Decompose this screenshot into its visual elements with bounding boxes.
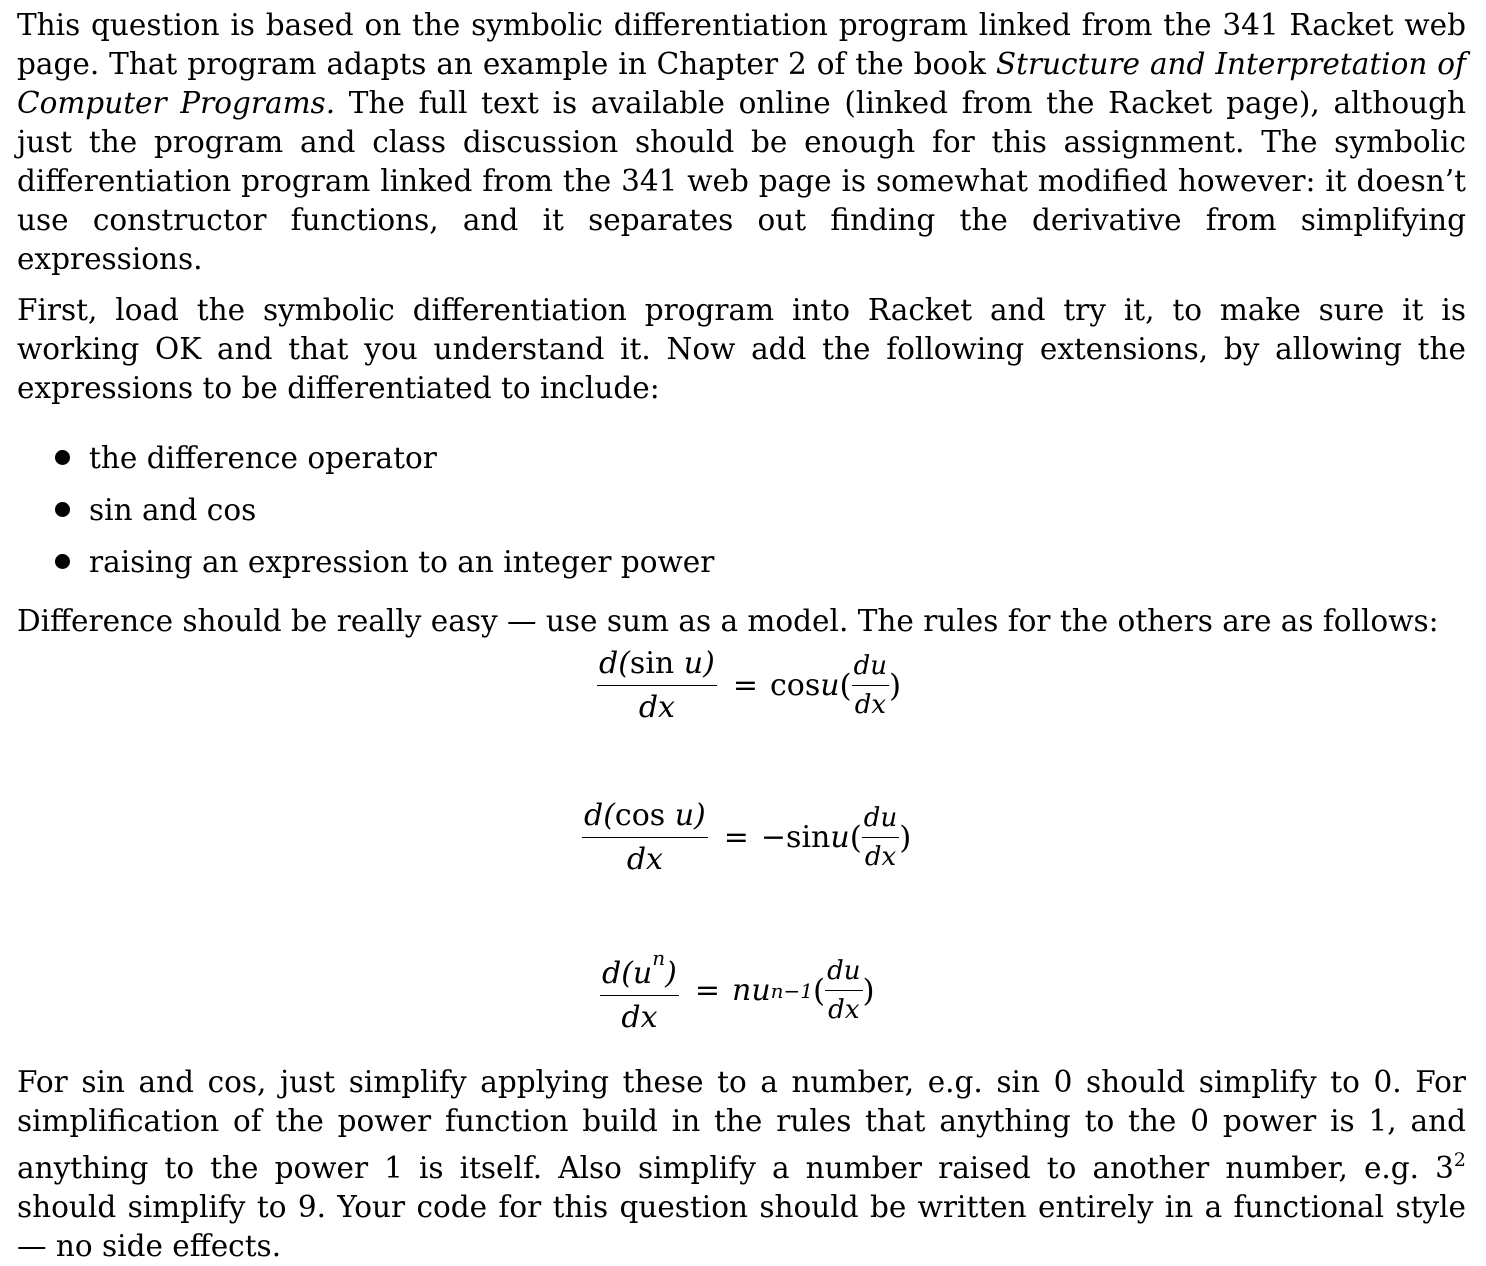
simplification-text-cont: should simplify to 9. Your code for this question should be written entirely in a functional style — no side effects. bbox=[17, 1190, 1466, 1263]
simplification-text: For sin and cos, just simplify applying these to a number, e.g. sin 0 should simplify to 0. For simplification of the power function build in the rules that anything to the 0 power is 1, and anything to the power 1 is itself. Also simplify a number raised to another number, e.g. 3 bbox=[17, 1065, 1466, 1185]
superscript: 2 bbox=[1453, 1149, 1466, 1171]
bullet-icon bbox=[55, 554, 70, 569]
fraction-lhs: $\frac{\text{d(sin u)}}{dx}$ bbox=[599, 646, 715, 725]
formula-power-derivative: $\frac{d(u^n)}{dx}$ = nu n−1 ( $\frac{du}{dx}$ ) bbox=[602, 946, 875, 1035]
equals-sign: = bbox=[723, 820, 749, 855]
bullet-icon bbox=[55, 450, 70, 465]
formula-cos-derivative: $\frac{\text{d(cos u)}}{dx}$ = − sin u ( $\frac{du}{dx}$ ) bbox=[584, 798, 912, 877]
instructions-paragraph: First, load the symbolic differentiation program into Racket and try it, to make sure it is working OK and that you understand it. Now add the following extensions, by allowing the expressions to be differentiated to include: bbox=[17, 293, 1466, 405]
formula-sin-derivative: $\frac{\text{d(sin u)}}{dx}$ = cos u ( $\frac{du}{dx}$ ) bbox=[599, 646, 902, 725]
fraction-rhs: $\frac{du}{dx}$ bbox=[863, 803, 898, 872]
list-item bbox=[55, 484, 1466, 536]
fraction-rhs: $\frac{du}{dx}$ bbox=[853, 651, 888, 720]
simplification-paragraph bbox=[17, 1063, 1466, 1266]
equals-sign: = bbox=[694, 973, 720, 1008]
intro-paragraph bbox=[17, 6, 1466, 279]
equals-sign: = bbox=[732, 668, 758, 703]
fraction-rhs: $\frac{du}{dx}$ bbox=[827, 956, 861, 1025]
list-item-text: sin and cos bbox=[89, 493, 257, 527]
list-item bbox=[55, 432, 1466, 484]
list-item-text: the difference operator bbox=[89, 441, 437, 475]
intro-text-cont: The full text is available online (linked from the Racket page), although just the program and class discussion should be enough for this assignment. The symbolic differentiation program linked from the 341 web page is somewhat modified however: it doesn’t use constructor functions, and it separates out finding the derivative from simplifying expressions. bbox=[17, 86, 1466, 276]
extension-list bbox=[17, 432, 1466, 588]
book-title: Structure and Interpretation of Computer Programs. bbox=[17, 47, 1466, 120]
fraction-lhs: $\frac{d(u^n)}{dx}$ bbox=[602, 946, 677, 1035]
fraction-lhs: $\frac{\text{d(cos u)}}{dx}$ bbox=[584, 798, 706, 877]
intro-text: This question is based on the symbolic differentiation program linked from the 341 Racket web page. That program adapts an example in Chapter 2 of the book bbox=[17, 8, 1466, 81]
rules-intro-paragraph: Difference should be really easy — use sum as a model. The rules for the others are as follows: bbox=[17, 604, 1439, 638]
list-item bbox=[55, 536, 1466, 588]
list-item-text: raising an expression to an integer power bbox=[89, 545, 715, 579]
bullet-icon bbox=[55, 502, 70, 517]
